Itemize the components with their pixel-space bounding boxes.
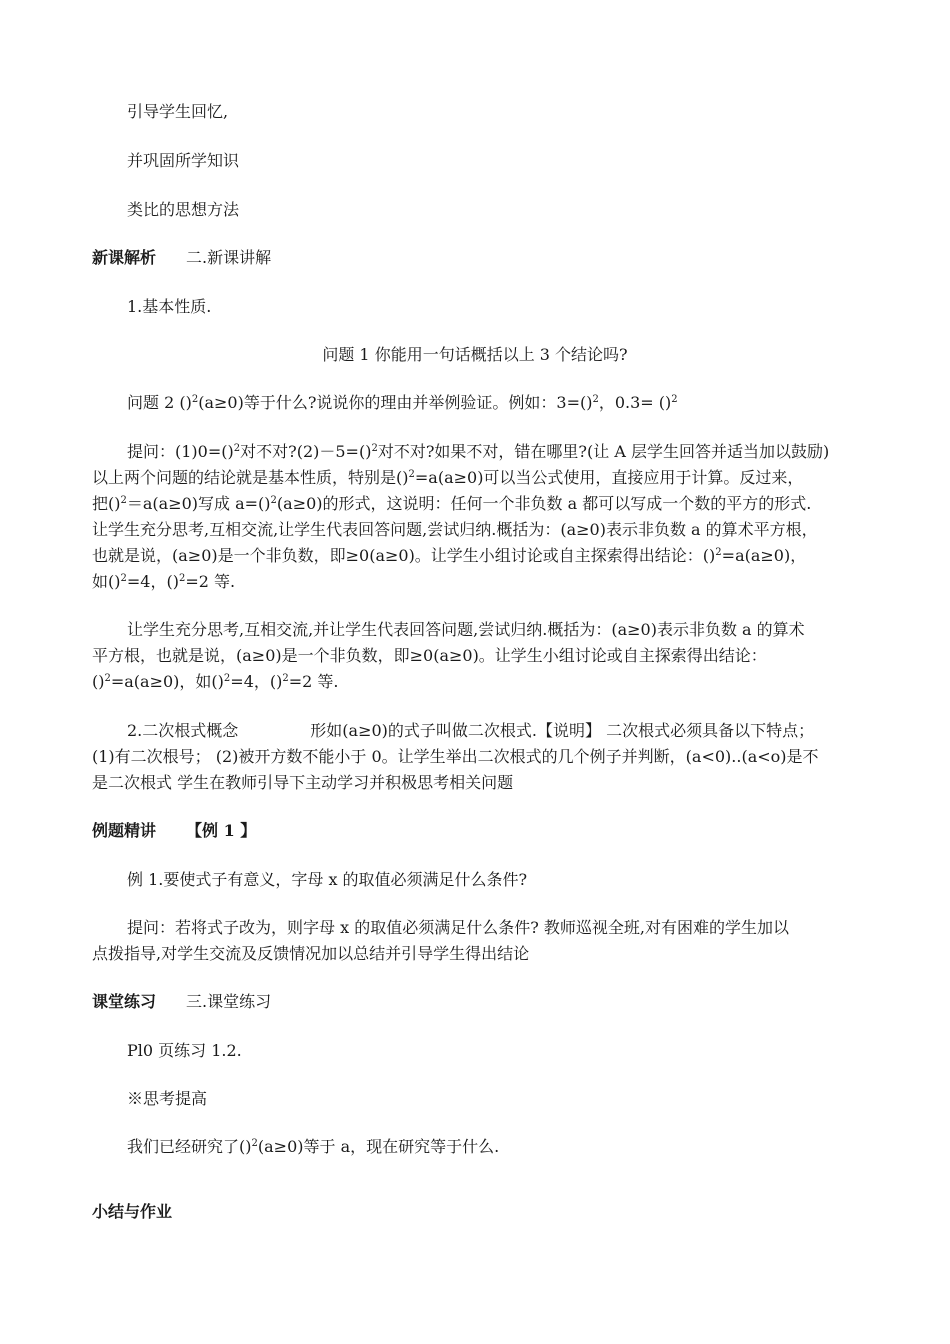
text-row: 如()$^2$=4，()$^2$=2 等. [92, 572, 236, 591]
question-1: 问题 1 你能用一句话概括以上 3 个结论吗? [322, 345, 628, 364]
text-row: 让学生充分思考,互相交流,让学生代表回答问题,尝试归纳.概括为：(a≥0)表示非负数 a 的算术平方根， [92, 520, 818, 539]
practice-line-1: Pl0 页练习 1.2. [127, 1041, 242, 1060]
question-2: 问题 2 ()$^2$(a≥0)等于什么?说说你的理由并举例验证。例如：3=()$^2$，0.3= ()$^2$ [127, 393, 678, 412]
text-row: 让学生充分思考,互相交流,并让学生代表回答问题,尝试归纳.概括为：(a≥0)表示非负数 a 的算术 [127, 620, 805, 639]
practice-line-2: ※思考提高 [127, 1089, 208, 1108]
basic-property-heading: 1.基本性质. [127, 297, 212, 316]
section-practice [92, 990, 271, 1014]
text-row: 也就是说，(a≥0)是一个非负数，即≥0(a≥0)。让学生小组讨论或自主探索得出结论：()$^2$=a(a≥0)， [92, 546, 807, 565]
intro-line-1: 引导学生回忆, [127, 102, 229, 121]
intro-line-2: 并巩固所学知识 [127, 151, 240, 170]
text-row: 2.二次根式概念 形如(a≥0)的式子叫做二次根式.【说明】 二次根式必须具备以下特点； [127, 721, 815, 740]
text-row: (1)有二次根号； (2)被开方数不能小于 0。让学生举出二次根式的几个例子并判断，(a<0)..(a<o)是不 [92, 747, 819, 766]
section-examples [92, 819, 256, 843]
paragraph-concept [92, 718, 862, 796]
section-summary: 小结与作业 [92, 1202, 173, 1221]
practice-line-3: 我们已经研究了()$^2$(a≥0)等于 a，现在研究等于什么. [127, 1137, 500, 1156]
text-row: 平方根，也就是说，(a≥0)是一个非负数，即≥0(a≥0)。让学生小组讨论或自主探索得出结论： [92, 646, 767, 665]
text-row: 把()$^2$＝a(a≥0)写成 a=()$^2$(a≥0)的形式，这说明：任何一个非负数 a 都可以写成一个数的平方的形式. [92, 494, 812, 513]
section-new-lesson [92, 246, 271, 270]
text-row: 提问：若将式子改为，则字母 x 的取值必须满足什么条件? 教师巡视全班,对有困难的学生加以 [127, 918, 789, 937]
section-title: 三.课堂练习 [186, 992, 272, 1011]
paragraph-example-question [92, 915, 862, 967]
section-label: 例题精讲 [92, 821, 157, 840]
section-title: 二.新课讲解 [186, 248, 272, 267]
section-title: 【例 1 】 [186, 821, 257, 840]
text-row: 以上两个问题的结论就是基本性质，特别是()$^2$=a(a≥0)可以当公式使用，直接应用于计算。反过来， [92, 468, 804, 487]
text-row: 点拨指导,对学生交流及反馈情况加以总结并引导学生得出结论 [92, 944, 530, 963]
paragraph-summary [92, 617, 862, 695]
section-label: 课堂练习 [92, 992, 157, 1011]
paragraph-questioning [92, 439, 862, 595]
intro-line-3: 类比的思想方法 [127, 200, 240, 219]
text-row: 提问：(1)0=()$^2$对不对?(2)－5=()$^2$对不对?如果不对，错在哪里?(让 A 层学生回答并适当加以鼓励) [127, 442, 830, 461]
section-label: 新课解析 [92, 248, 157, 267]
text-row: 是二次根式 学生在教师引导下主动学习并积极思考相关问题 [92, 773, 514, 792]
text-row: ()$^2$=a(a≥0)，如()$^2$=4，()$^2$=2 等. [92, 672, 339, 691]
example-1: 例 1.要使式子有意义，字母 x 的取值必须满足什么条件? [127, 870, 528, 889]
